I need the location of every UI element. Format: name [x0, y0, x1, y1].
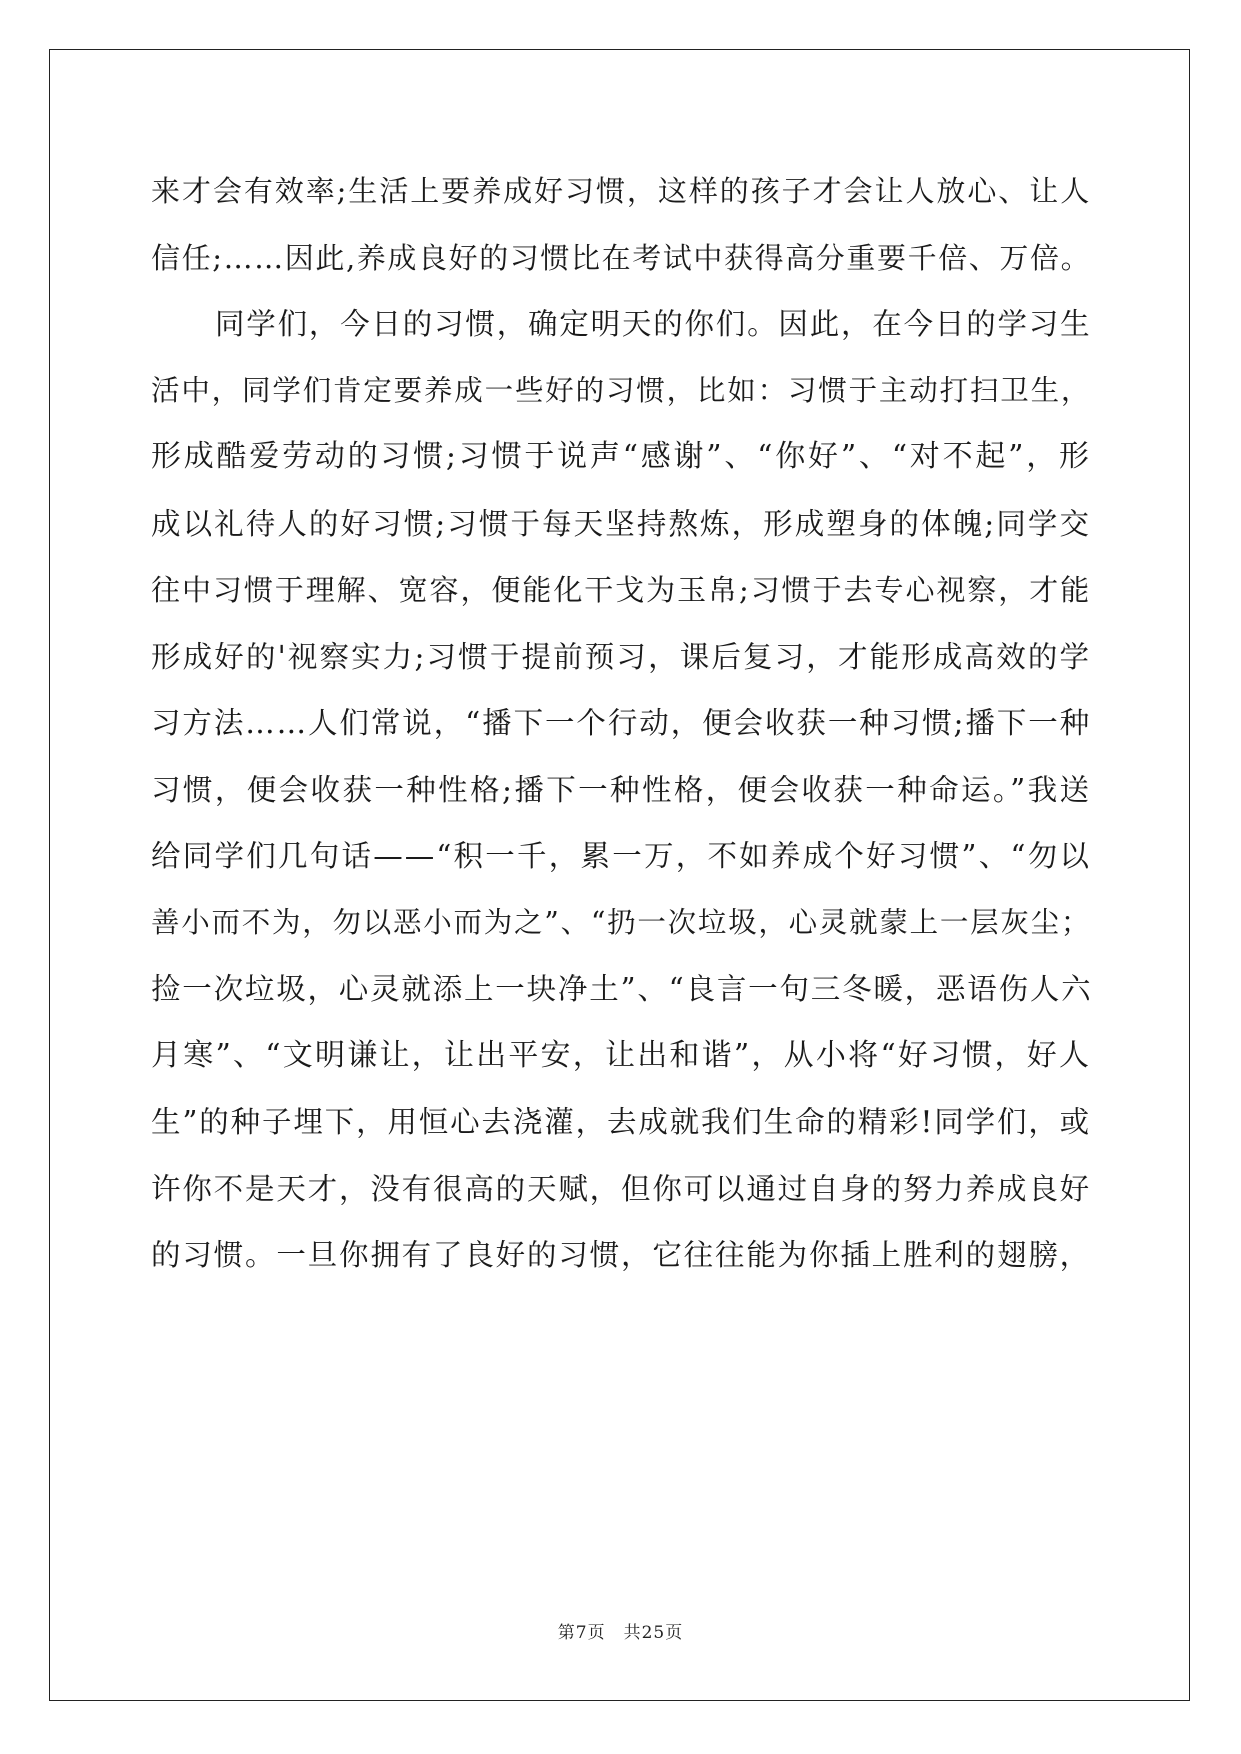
text-line-14: 月寒”、“文明谦让，让出平安，让出和谐”，从小将“好习惯，好人	[151, 1037, 1091, 1073]
text-line-17: 的习惯。一旦你拥有了良好的习惯，它往往能为你插上胜利的翅膀，	[151, 1238, 1091, 1272]
text-line-1: 来才会有效率;生活上要养成好习惯，这样的孩子才会让人放心、让人	[151, 174, 1091, 208]
text-line-10: 习惯，便会收获一种性格;播下一种性格，便会收获一种命运。”我送	[151, 772, 1091, 807]
text-line-16: 许你不是天才，没有很高的天赋，但你可以通过自身的努力养成良好	[151, 1171, 1091, 1206]
text-line-6: 成以礼待人的好习惯;习惯于每天坚持熬炼，形成塑身的体魄;同学交	[151, 506, 1091, 541]
text-line-12: 善小而不为，勿以恶小而为之”、“扔一次垃圾，心灵就蒙上一层灰尘；	[151, 905, 1091, 939]
text-line-9: 习方法……人们常说，“播下一个行动，便会收获一种习惯;播下一种	[151, 706, 1091, 740]
document-body	[151, 158, 1091, 1289]
text-line-15: 生”的种子埋下，用恒心去浇灌，去成就我们生命的精彩!同学们，或	[151, 1105, 1091, 1139]
text-line-3: 同学们，今日的习惯，确定明天的你们。因此，在今日的学习生	[215, 307, 1092, 341]
text-line-13: 捡一次垃圾，心灵就添上一块净土”、“良言一句三冬暖，恶语伤人六	[151, 972, 1093, 1006]
text-line-8: 形成好的'视察实力;习惯于提前预习，课后复习，才能形成高效的学	[151, 639, 1091, 674]
text-line-7: 往中习惯于理解、宽容，便能化干戈为玉帛;习惯于去专心视察，才能	[151, 573, 1091, 607]
text-line-5: 形成酷爱劳动的习惯;习惯于说声“感谢”、“你好”、“对不起”，形	[151, 439, 1091, 474]
page-number-footer: 第7页 共25页	[557, 1623, 684, 1643]
text-line-4: 活中，同学们肯定要养成一些好的习惯，比如：习惯于主动打扫卫生，	[151, 373, 1091, 407]
text-line-11: 给同学们几句话——“积一千，累一万，不如养成个好习惯”、“勿以	[151, 839, 1091, 873]
text-line-2: 信任;……因此,养成良好的习惯比在考试中获得高分重要千倍、万倍。	[151, 240, 1092, 275]
